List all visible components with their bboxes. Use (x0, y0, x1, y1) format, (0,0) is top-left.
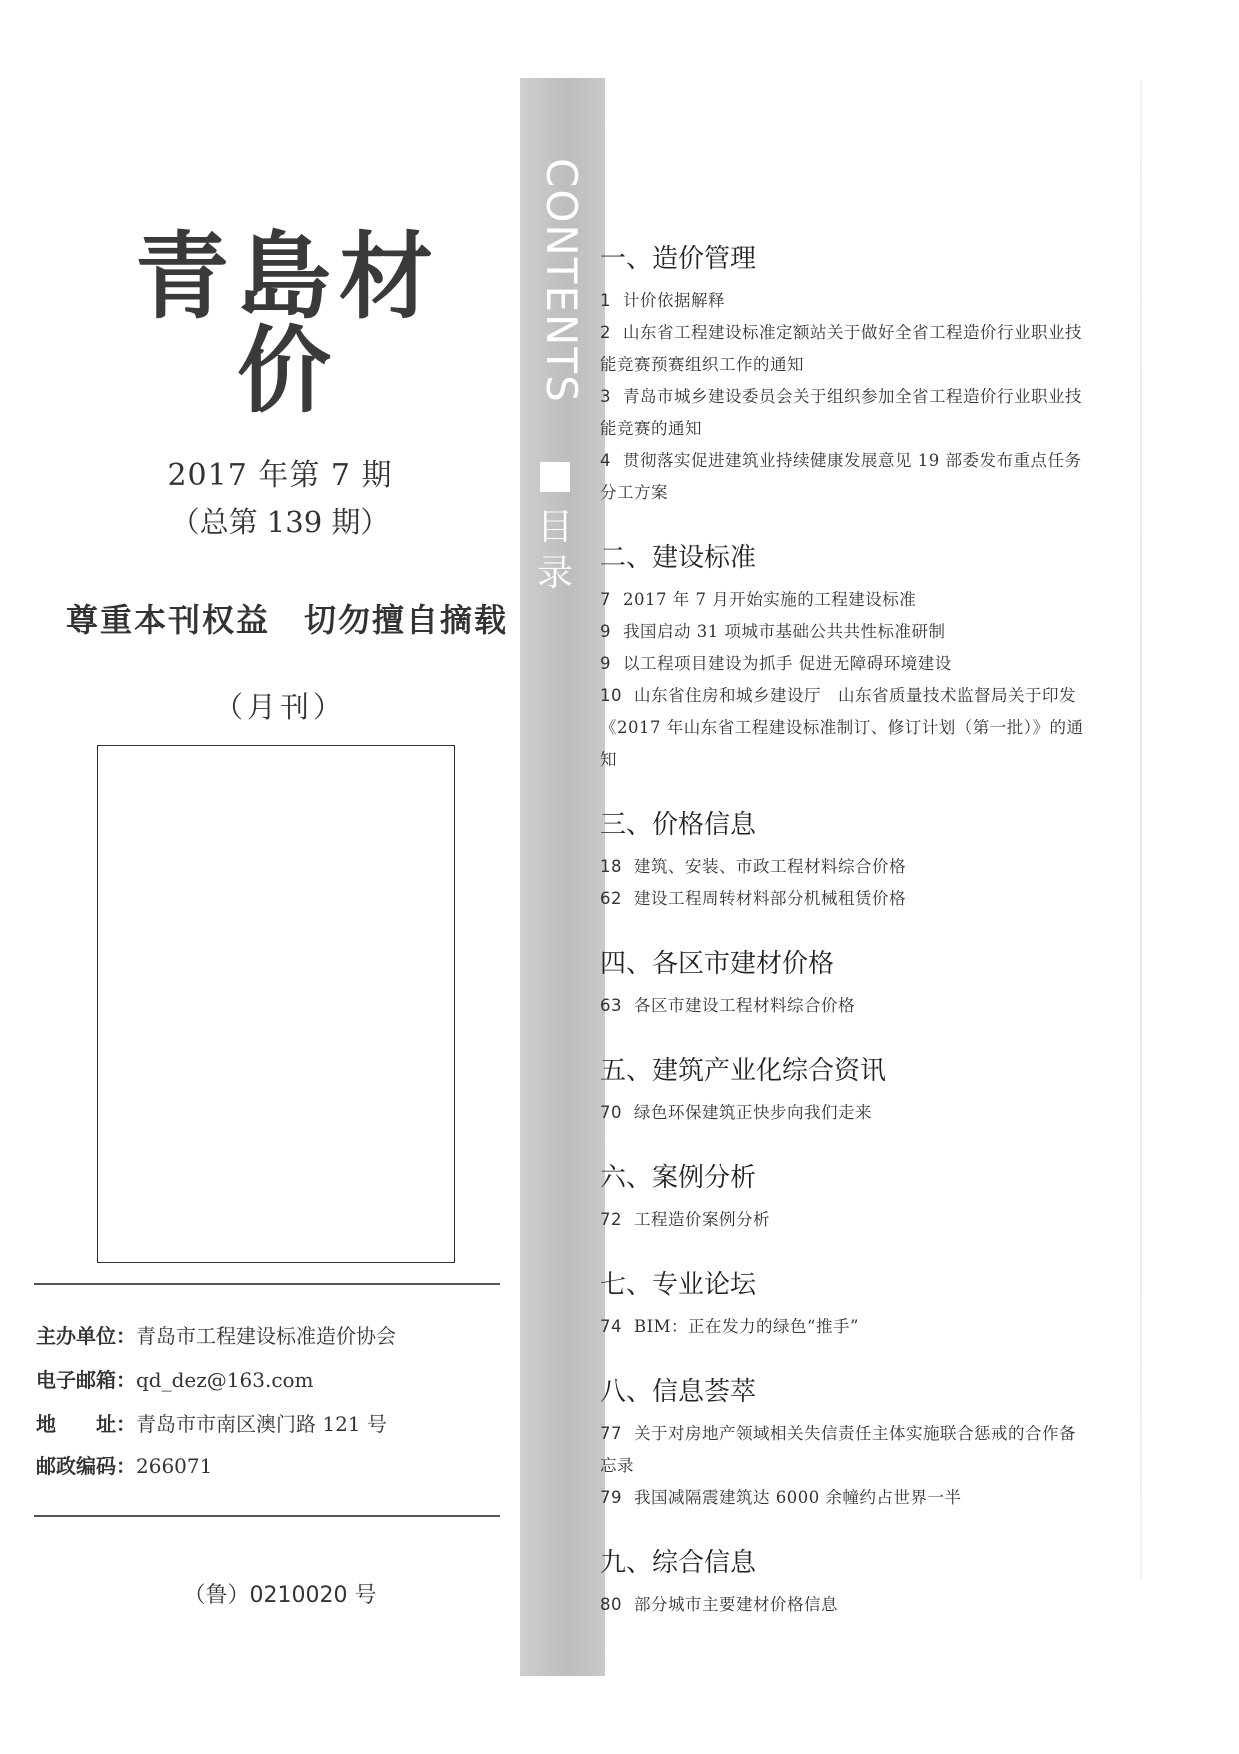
toc-entry-text: 工程造价案例分析 (634, 1210, 770, 1229)
toc-section (600, 537, 1090, 776)
toc-entry-text: 关于对房地产领域相关失信责任主体实施联合惩戒的合作备忘录 (600, 1424, 1076, 1475)
toc-section-title: 九、综合信息 (600, 1548, 757, 1578)
toc-section (600, 1264, 1090, 1343)
toc-entry[interactable] (600, 1418, 1090, 1482)
toc-entry[interactable] (600, 680, 1090, 776)
toc-entry[interactable] (600, 381, 1090, 445)
address-line (36, 1408, 506, 1437)
toc-entry-text: 贯彻落实促进建筑业持续健康发展意见 19 部委发布重点任务分工方案 (600, 451, 1082, 502)
toc-section-title: 二、建设标准 (600, 543, 757, 573)
toc-entry-text: 建筑、安装、市政工程材料综合价格 (634, 857, 906, 876)
toc-entry-text: 我国减隔震建筑达 6000 余幢约占世界一半 (634, 1488, 962, 1507)
toc-entry-page: 18 (600, 857, 622, 876)
toc-entry-page: 4 (600, 451, 611, 470)
toc-entry-text: 以工程项目建设为抓手 促进无障碍环境建设 (623, 654, 952, 673)
license-number: （鲁）0210020 号 (183, 1583, 377, 1608)
toc-entry-page: 63 (600, 996, 622, 1015)
copyright-slogan: 尊重本刊权益 切勿擅自摘载 (66, 601, 509, 639)
toc-section (600, 1371, 1090, 1514)
toc-section (600, 1050, 1090, 1129)
email-line (36, 1364, 506, 1393)
toc-entry-page: 10 (600, 686, 622, 705)
organizer-value: 青岛市工程建设标准造价协会 (136, 1324, 396, 1348)
postcode-line (36, 1450, 506, 1479)
address-value: 青岛市市南区澳门路 121 号 (136, 1412, 387, 1436)
toc-entry[interactable] (600, 851, 1090, 883)
address-label: 地 址： (36, 1412, 136, 1436)
toc-entry-page: 80 (600, 1595, 622, 1614)
toc-entry[interactable] (600, 1097, 1090, 1129)
toc-section-title: 四、各区市建材价格 (600, 949, 835, 979)
toc-entry-page: 70 (600, 1103, 622, 1122)
toc-entry[interactable] (600, 883, 1090, 915)
toc-section (600, 804, 1090, 915)
toc-entry-text: 建设工程周转材料部分机械租赁价格 (634, 889, 906, 908)
toc-section-title: 一、造价管理 (600, 244, 757, 274)
mulu-label: 目录 (536, 507, 573, 594)
postcode-value: 266071 (136, 1454, 213, 1478)
toc-section-title: 五、建筑产业化综合资讯 (600, 1056, 887, 1086)
toc-entry-page: 2 (600, 323, 611, 342)
square-marker-icon (540, 462, 570, 492)
toc-entry-page: 77 (600, 1424, 622, 1443)
toc-section (600, 1157, 1090, 1236)
toc-entry-text: 计价依据解释 (623, 291, 725, 310)
cover-image-frame (97, 745, 455, 1263)
toc-entry-text: 山东省住房和城乡建设厅 山东省质量技术监督局关于印发《2017 年山东省工程建设标准制订、修订计划（第一批）》的通知 (600, 686, 1084, 769)
divider-bottom (34, 1515, 500, 1517)
toc-entry-page: 74 (600, 1317, 622, 1336)
toc-entry-text: 青岛市城乡建设委员会关于组织参加全省工程造价行业职业技能竞赛的通知 (600, 387, 1082, 438)
divider-top (34, 1283, 500, 1285)
email-value[interactable]: qd_dez@163.com (136, 1368, 314, 1392)
toc-entry-text: 我国启动 31 项城市基础公共共性标准研制 (623, 622, 946, 641)
publication-frequency: （月刊） (213, 690, 346, 724)
toc-entry[interactable] (600, 1311, 1090, 1343)
toc-entry-text: 各区市建设工程材料综合价格 (634, 996, 855, 1015)
toc-entry-page: 9 (600, 622, 611, 641)
organizer-label: 主办单位： (36, 1324, 136, 1348)
toc-section-title: 七、专业论坛 (600, 1270, 757, 1300)
toc-entry[interactable] (600, 285, 1090, 317)
toc-entry-page: 79 (600, 1488, 622, 1507)
contents-label: CONTENTS (537, 158, 586, 404)
toc-entry[interactable] (600, 1482, 1090, 1514)
toc-entry[interactable] (600, 1589, 1090, 1621)
toc-entry-text: 2017 年 7 月开始实施的工程建设标准 (623, 590, 917, 609)
toc-entry-text: 部分城市主要建材价格信息 (634, 1595, 838, 1614)
toc-entry-text: BIM：正在发力的绿色“推手” (634, 1317, 859, 1336)
toc-section-title: 六、案例分析 (600, 1163, 757, 1193)
toc-entry-page: 72 (600, 1210, 622, 1229)
organizer-line (36, 1320, 506, 1349)
email-label: 电子邮箱： (36, 1368, 136, 1392)
toc-entry[interactable] (600, 648, 1090, 680)
issue-number: 2017 年第 7 期 (167, 458, 393, 493)
toc-entry[interactable] (600, 317, 1090, 381)
table-of-contents (600, 238, 1090, 1649)
toc-entry-page: 3 (600, 387, 611, 406)
toc-entry-page: 7 (600, 590, 611, 609)
toc-entry-page: 9 (600, 654, 611, 673)
toc-section (600, 238, 1090, 509)
toc-entry[interactable] (600, 1204, 1090, 1236)
toc-entry[interactable] (600, 445, 1090, 509)
toc-entry[interactable] (600, 616, 1090, 648)
toc-section-title: 八、信息荟萃 (600, 1377, 757, 1407)
toc-entry[interactable] (600, 584, 1090, 616)
toc-section-title: 三、价格信息 (600, 810, 757, 840)
magazine-title: 青島材价 (134, 222, 441, 426)
issue-total-number: （总第 139 期） (170, 505, 390, 539)
toc-entry[interactable] (600, 990, 1090, 1022)
page-edge-shadow (1140, 80, 1142, 1580)
toc-section (600, 1542, 1090, 1621)
toc-entry-page: 62 (600, 889, 622, 908)
toc-section (600, 943, 1090, 1022)
toc-entry-page: 1 (600, 291, 611, 310)
toc-entry-text: 绿色环保建筑正快步向我们走来 (634, 1103, 872, 1122)
toc-entry-text: 山东省工程建设标准定额站关于做好全省工程造价行业职业技能竞赛预赛组织工作的通知 (600, 323, 1082, 374)
postcode-label: 邮政编码： (36, 1454, 136, 1478)
